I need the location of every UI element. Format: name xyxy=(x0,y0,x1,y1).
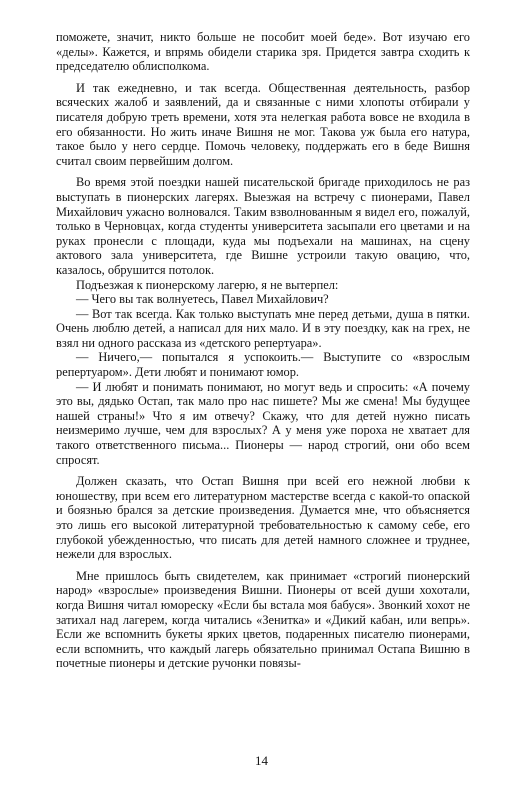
paragraph-daily-work: И так ежедневно, и так всегда. Общественная деятельность, разбор всяческих жалоб и заявлений, да и связанные с ними хлопоты отбирали у писателя добрую треть времени, хотя эта нелегкая работа вовсе не входила в его обязанности. Но жить иначе Вишня не мог. Такова уж была его натура, такое было у него сердце. Помочь человеку, поддержать его в беде Вишня считал своим первейшим долгом. xyxy=(56,80,470,168)
dialogue-reply: — И любят и понимать понимают, но могут ведь и спросить: «А почему это вы, дядько Остап, так мало про нас пишете? Мы же смена! Мы будущее нашей страны!» Что я им отвечу? Скажу, что для детей нужно писать неизмеримо лучше, чем для взрослых? А у меня уже пороха не хватает для такого ответственного письма... Пионеры — народ строгий, они обо всем спросят. xyxy=(56,379,470,467)
dialogue-reassure: — Ничего,— попытался я успокоить.— Выступите со «взрослым репертуаром». Дети любят и понимают юмор. xyxy=(56,350,470,380)
dialogue-question: — Чего вы так волнуетесь, Павел Михайлович? xyxy=(76,292,329,307)
page-number: 14 xyxy=(255,753,268,768)
paragraph-continuation: поможете, значит, никто больше не пособит моей беде». Вот изучаю его «делы». Кажется, и впрямь обидели старика зря. Придется завтра сходить к председателю облисполкома. xyxy=(56,30,470,74)
paragraph-children-works: Должен сказать, что Остап Вишня при всей его нежной любви к юношеству, при всем его литературном мастерстве всегда с какой-то опаской и боязнью брался за детские произведения. Думается мне, что объясняется это лишь его высокой литературной требовательностью к самому себе, его глубокой убежденностью, что писать для детей намного сложнее и труднее, нежели для взрослых. xyxy=(56,474,470,562)
paragraph-approach: Подъезжая к пионерскому лагерю, я не вытерпел: xyxy=(76,277,339,292)
paragraph-witness: Мне пришлось быть свидетелем, как принимает «строгий пионерский народ» «взрослые» произведения Вишни. Пионеры от всей души хохотали, когда Вишня читал юмореску «Если бы встала моя бабуся». Звонкий хохот не затихал над лагерем, когда читались «Зенитка» и «Дикий кабан, или вепрь». Если же вспомнить букеты ярких цветов, подаренных писателю пионерами, если вспомнить, что каждый лагерь обязательно принимал Остапа Вишню в почетные пионеры и детские ручонки повязы- xyxy=(56,568,470,671)
paragraph-pioneer-camps: Во время этой поездки нашей писательской бригаде приходилось не раз выступать в пионерских лагерях. Выезжая на встречу с пионерами, Павел Михайлович ужасно волновался. Таким взволнованным я видел его, пожалуй, только в Черновцах, когда студенты университета засыпали его цветами и на руках пронесли с площади, куда мы подъехали на машинах, на сцену актового зала университета, где Вишне устроили такую овацию, что, казалось, обрушится потолок. xyxy=(56,175,470,277)
dialogue-answer: — Вот так всегда. Как только выступать мне перед детьми, душа в пятки. Очень люблю детей, а написал для них мало. И в эту поездку, как на грех, не взял ни одного рассказа из «детского репертуара». xyxy=(56,306,470,350)
body-text xyxy=(56,30,470,671)
